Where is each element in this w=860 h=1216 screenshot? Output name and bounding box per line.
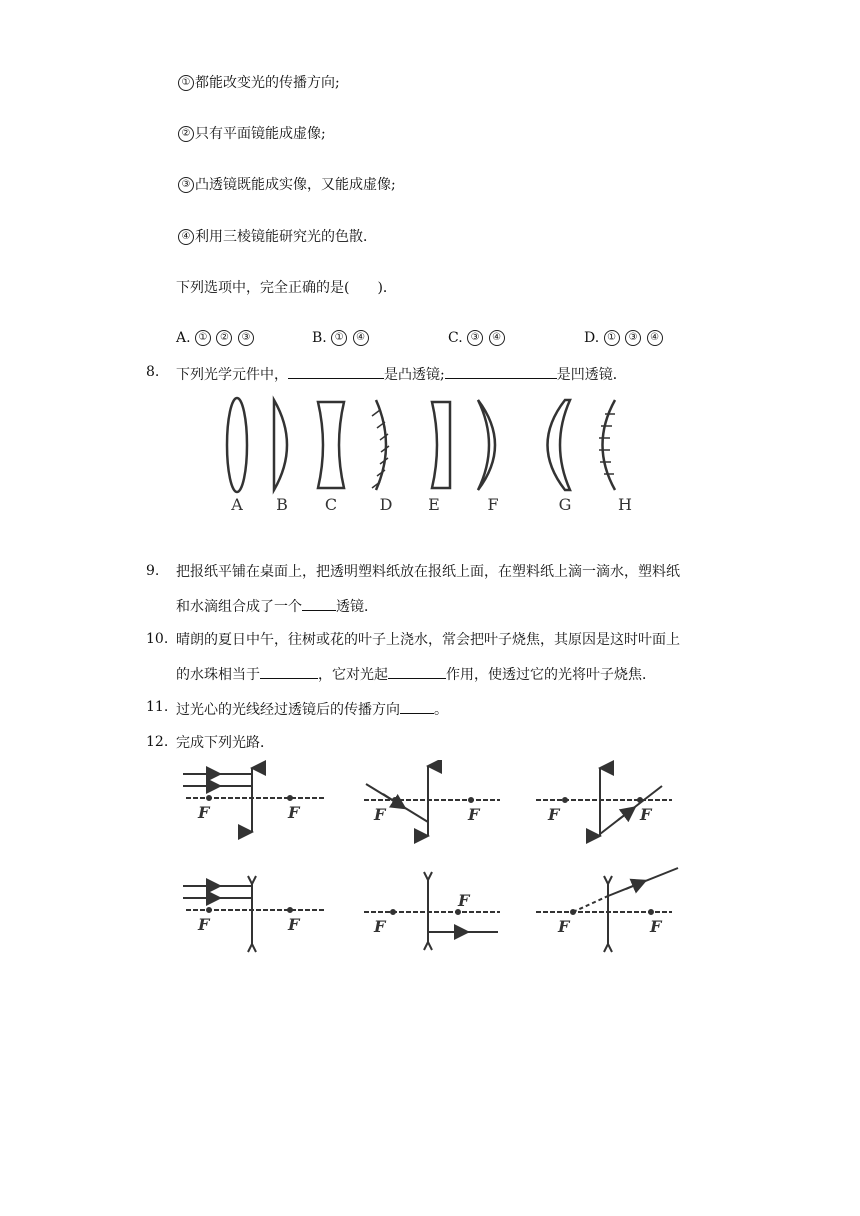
lens-e-planoconcave — [432, 402, 450, 488]
question-11-number: 11. — [146, 699, 169, 715]
statement-2: ② 只有平面镜能成虚像; — [178, 125, 326, 143]
mirror-h — [599, 400, 615, 490]
lens-a-biconvex — [227, 398, 247, 492]
ray-diagram-6 — [536, 868, 678, 952]
lens-label-e: E — [428, 495, 440, 514]
lens-label-h: H — [618, 495, 632, 514]
lens-label-c: C — [324, 495, 338, 514]
answer-blank-q10-a[interactable] — [260, 664, 318, 679]
lens-label-a: A — [231, 495, 243, 514]
question-10-line-1: 晴朗的夏日中午，往树或花的叶子上浇水，常会把叶子烧焦，其原因是这时叶面上 — [176, 632, 680, 648]
question-9-line-2: 和水滴组合成了一个 透镜． — [176, 596, 378, 616]
focus-label-5b: F — [458, 891, 470, 910]
focus-label-5a: F — [374, 917, 386, 936]
lens-g-meniscus — [548, 400, 571, 490]
ray-diagrams — [178, 760, 688, 960]
lens-label-g: G — [558, 495, 572, 514]
question-12: 完成下列光路． — [176, 735, 274, 751]
ray-diagram-4 — [183, 876, 324, 952]
option-c[interactable]: C. ③ ④ — [448, 330, 506, 346]
focus-label-3a: F — [548, 805, 560, 824]
ray-diagram-5 — [364, 872, 500, 950]
focus-label-3b: F — [640, 805, 652, 824]
focus-label-1b: F — [288, 803, 300, 822]
question-8: 下列光学元件中， 是凸透镜; 是凹透镜． — [176, 364, 627, 384]
focus-label-2b: F — [468, 805, 480, 824]
statement-1: ① 都能改变光的传播方向; — [178, 74, 340, 92]
question-9-number: 9. — [146, 563, 160, 579]
lens-figure — [210, 392, 650, 518]
ray-diagram-1 — [183, 768, 324, 832]
answer-blank-concave[interactable] — [445, 364, 557, 379]
question-10-number: 10. — [146, 631, 169, 647]
answer-blank-convex[interactable] — [288, 364, 384, 379]
question-11: 过光心的光线经过透镜后的传播方向 。 — [176, 699, 448, 719]
focus-label-1a: F — [198, 803, 210, 822]
lens-label-f: F — [487, 495, 499, 514]
lens-c-biconcave — [318, 402, 344, 488]
ray-diagram-3 — [536, 768, 672, 836]
lens-label-b: B — [276, 495, 288, 514]
focus-label-4a: F — [198, 915, 210, 934]
option-b[interactable]: B. ① ④ — [312, 330, 370, 346]
question-9-line-1: 把报纸平铺在桌面上，把透明塑料纸放在报纸上面，在塑料纸上滴一滴水，塑料纸 — [176, 564, 680, 580]
question-prompt: 下列选项中，完全正确的是( )． — [176, 280, 397, 296]
answer-blank-q11[interactable] — [400, 699, 434, 714]
question-12-number: 12. — [146, 734, 169, 750]
lens-b-planoconvex — [274, 400, 287, 490]
statement-3: ③ 凸透镜既能成实像，又能成虚像; — [178, 176, 396, 194]
focus-label-6a: F — [558, 917, 570, 936]
answer-blank-q10-b[interactable] — [388, 664, 446, 679]
focus-label-6b: F — [650, 917, 662, 936]
lens-label-d: D — [379, 495, 393, 514]
focus-label-2a: F — [374, 805, 386, 824]
focus-label-4b: F — [288, 915, 300, 934]
answer-blank-q9[interactable] — [302, 596, 336, 611]
mirror-d — [372, 400, 389, 490]
lens-f-meniscus — [478, 400, 495, 490]
ray-diagram-2 — [364, 766, 500, 836]
statement-4: ④ 利用三棱镜能研究光的色散． — [178, 228, 377, 246]
question-8-number: 8. — [146, 364, 160, 380]
option-a[interactable]: A. ① ② ③ — [176, 330, 255, 346]
option-d[interactable]: D. ① ③ ④ — [584, 330, 664, 346]
question-10-line-2: 的水珠相当于 ，它对光起 作用，使透过它的光将叶子烧焦． — [176, 664, 656, 684]
